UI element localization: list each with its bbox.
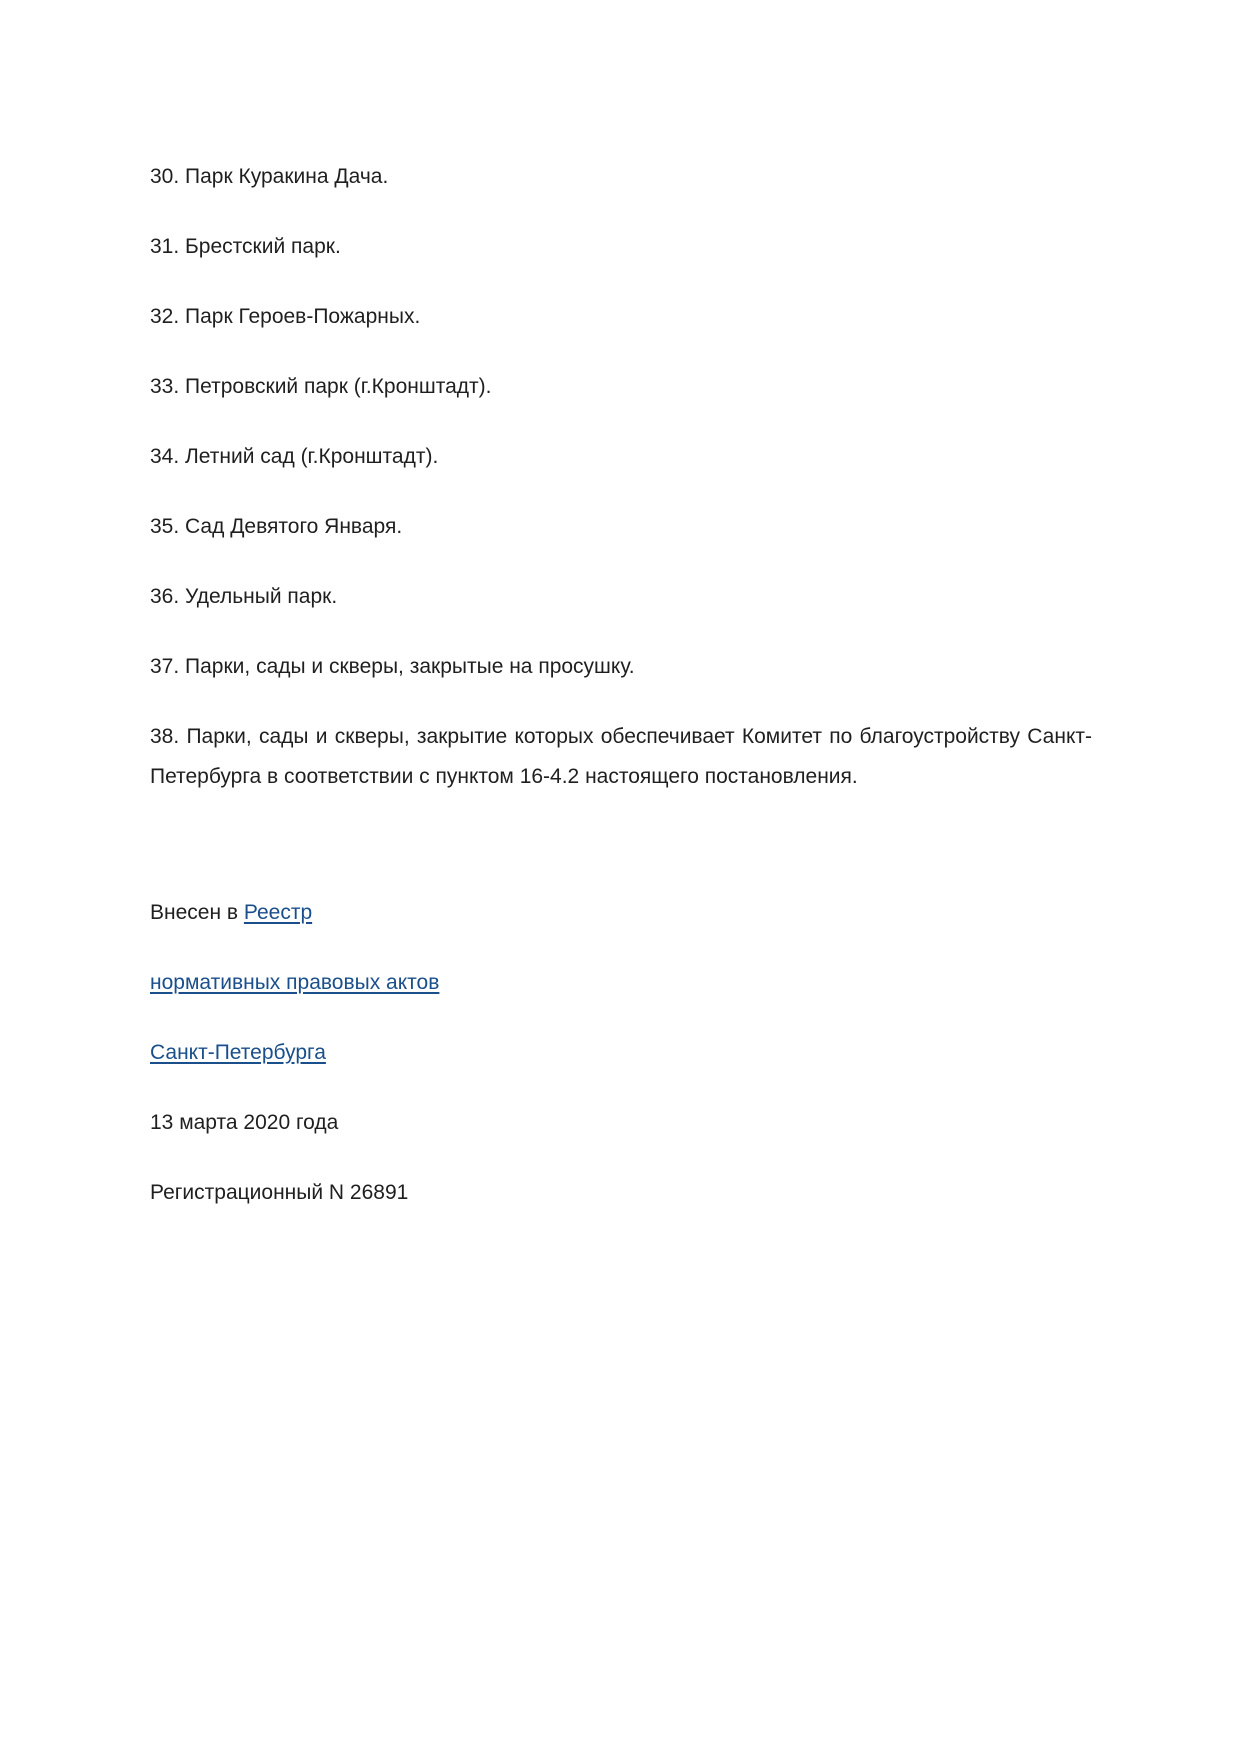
list-item-37: 37. Парки, сады и скверы, закрытые на просушку.: [150, 655, 635, 678]
registry-link[interactable]: Реестр: [243, 901, 313, 924]
list-item-34: 34. Летний сад (г.Кронштадт).: [150, 445, 439, 468]
registry-link-normative-acts[interactable]: нормативных правовых актов: [150, 971, 440, 994]
list-item-38: 38. Парки, сады и скверы, закрытие которых обеспечивает Комитет по благоустройству Санкт-Петербурга в соответствии с пунктом 16-4.2 настоящего постановления.: [150, 725, 1092, 788]
registry-line-2: [150, 969, 439, 997]
registration-date: 13 марта 2020 года: [150, 1111, 339, 1134]
list-item-36: 36. Удельный парк.: [150, 585, 338, 608]
registration-number: Регистрационный N 26891: [150, 1181, 409, 1204]
list-item-32: 32. Парк Героев-Пожарных.: [150, 305, 421, 328]
registry-link-spb[interactable]: Санкт-Петербурга: [150, 1041, 326, 1064]
registry-line-3: [150, 1039, 326, 1067]
list-item-35: 35. Сад Девятого Января.: [150, 515, 403, 538]
registered-prefix: Внесен в: [150, 901, 244, 924]
list-item-30: 30. Парк Куракина Дача.: [150, 165, 389, 188]
list-item-31: 31. Брестский парк.: [150, 235, 341, 258]
list-item-33: 33. Петровский парк (г.Кронштадт).: [150, 375, 492, 398]
registry-line-1: [150, 899, 312, 927]
